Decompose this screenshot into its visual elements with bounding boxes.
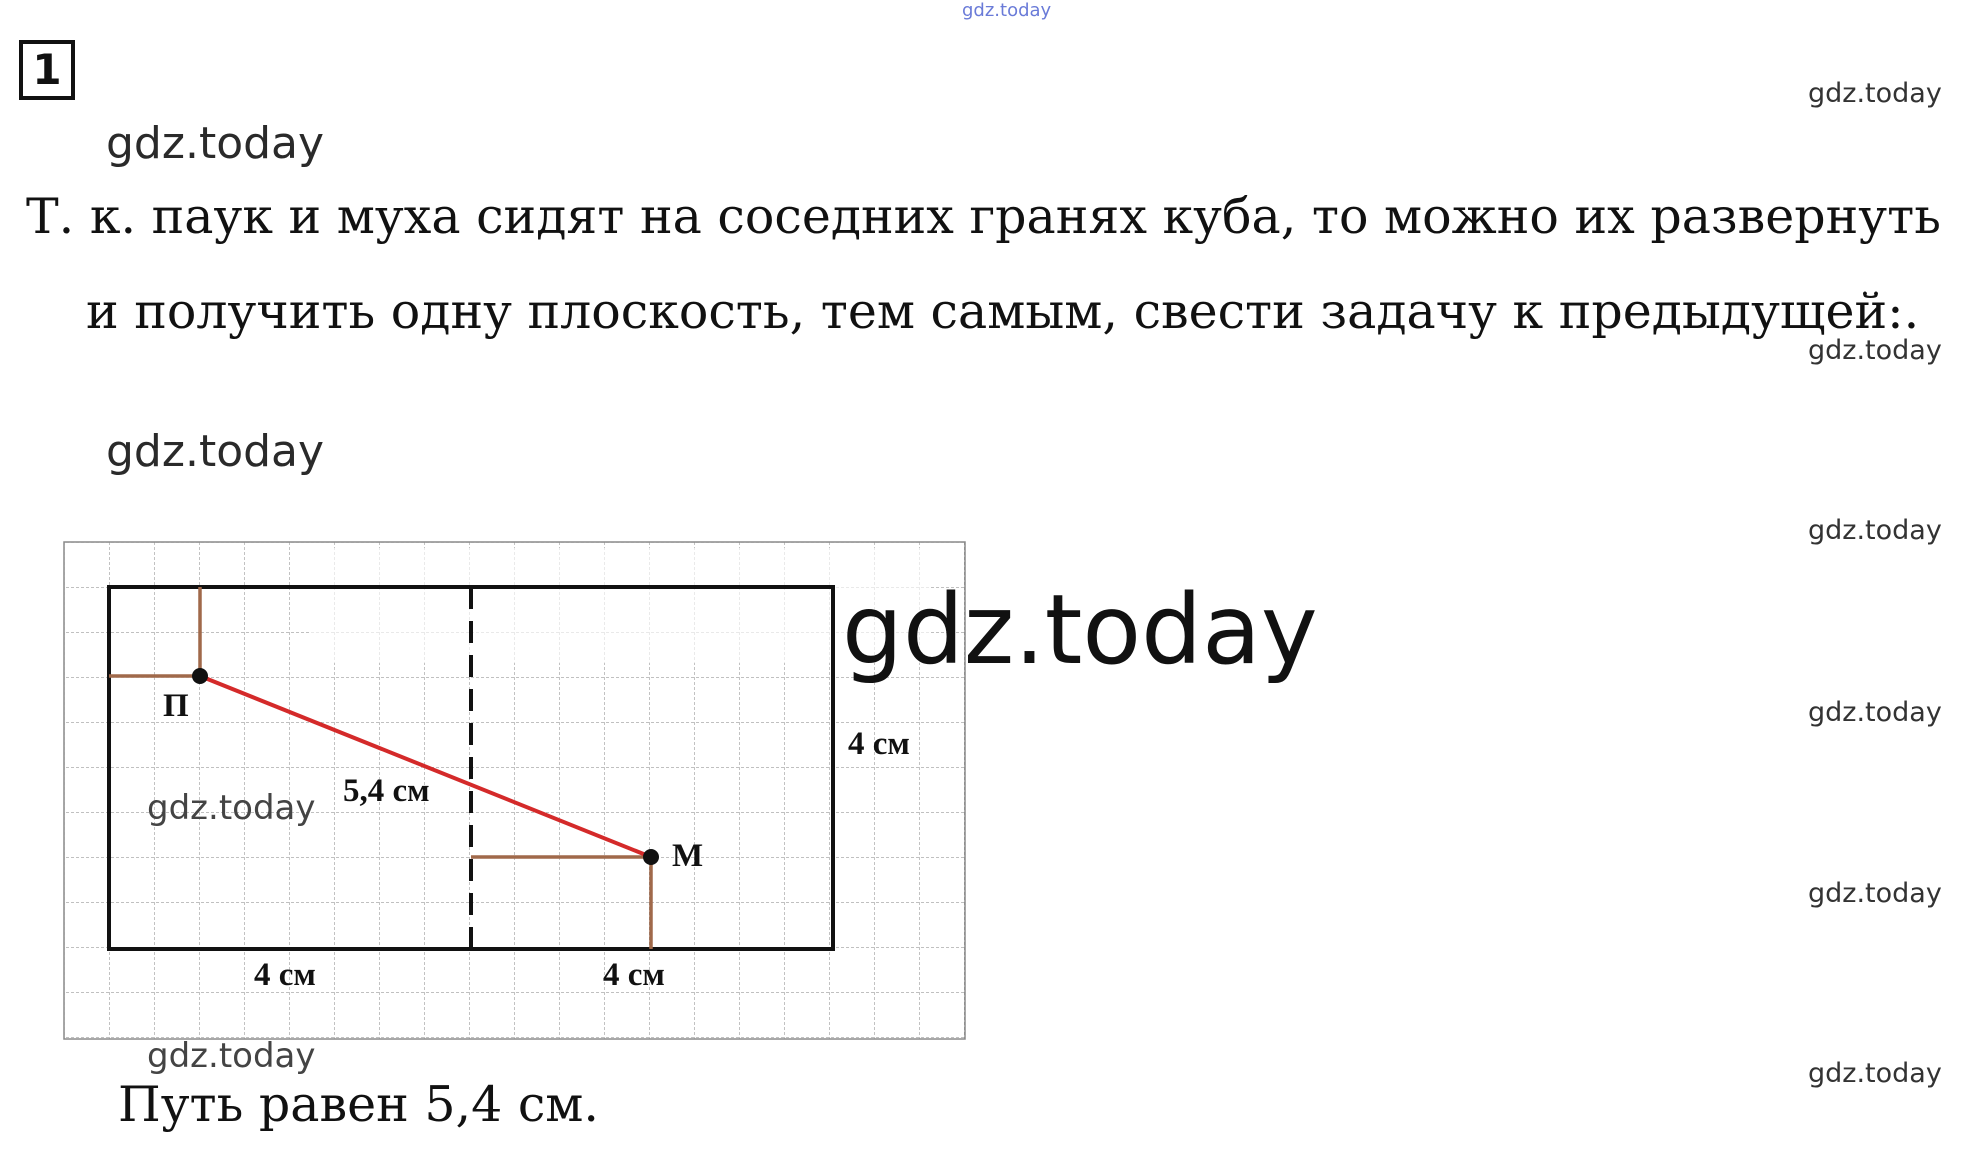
top-watermark: gdz.today: [962, 0, 1052, 21]
watermark-right-2: gdz.today: [1808, 335, 1942, 366]
watermark-left-2: gdz.today: [106, 426, 325, 477]
watermark-right-6: gdz.today: [1808, 1058, 1942, 1089]
watermark-right-5: gdz.today: [1808, 878, 1942, 909]
watermark-smudge: [310, 548, 930, 663]
answer-text: Путь равен 5,4 см.: [118, 1076, 599, 1133]
height-label: 4 см: [848, 726, 910, 762]
spider-label: П: [163, 688, 189, 724]
watermark-right-4: gdz.today: [1808, 697, 1942, 728]
spider-point: [192, 668, 208, 684]
watermark-right-3: gdz.today: [1808, 515, 1942, 546]
fly-label: М: [672, 838, 704, 874]
watermark-diagram-bottom: gdz.today: [147, 1036, 316, 1076]
width-right-label: 4 см: [603, 957, 665, 993]
fly-point: [643, 849, 659, 865]
watermark-right-1: gdz.today: [1808, 78, 1942, 109]
width-left-label: 4 см: [254, 957, 316, 993]
solution-line-1: Т. к. паук и муха сидят на соседних гранях куба, то можно их развернуть: [26, 188, 1941, 245]
solution-line-2: и получить одну плоскость, тем самым, свести задачу к предыдущей:.: [86, 283, 1920, 340]
watermark-left-1: gdz.today: [106, 118, 325, 169]
watermark-large: gdz.today: [842, 574, 1318, 686]
watermark-diagram-inner: gdz.today: [147, 788, 316, 828]
task-number-badge: 1: [19, 40, 75, 100]
path-length-label: 5,4 см: [343, 773, 430, 809]
